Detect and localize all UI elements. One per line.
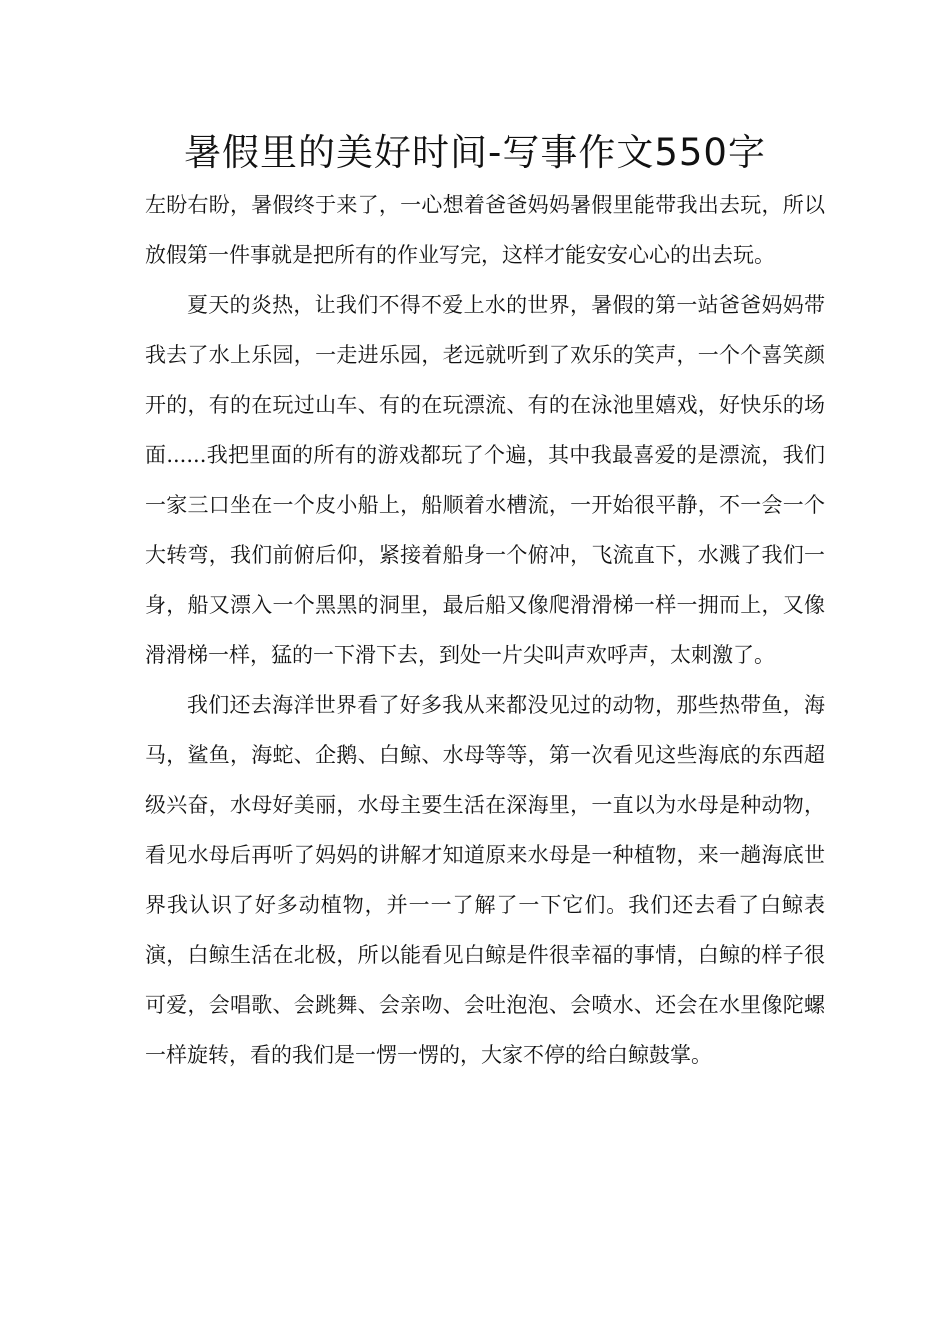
paragraph-2: 夏天的炎热，让我们不得不爱上水的世界，暑假的第一站爸爸妈妈带我去了水上乐园，一走进乐园，老远就听到了欢乐的笑声，一个个喜笑颜开的，有的在玩过山车、有的在玩漂流、有的在泳池里嬉戏，好快乐的场面......我把里面的所有的游戏都玩了个遍，其中我最喜爱的是漂流，我们一家三口坐在一个皮小船上，船顺着水槽流，一开始很平静，不一会一个大转弯，我们前俯后仰，紧接着船身一个俯冲，飞流直下，水溅了我们一身，船又漂入一个黑黑的洞里，最后船又像爬滑滑梯一样一拥而上，又像滑滑梯一样，猛的一下滑下去，到处一片尖叫声欢呼声，太刺激了。	[145, 293, 825, 667]
paragraph-1: 左盼右盼，暑假终于来了，一心想着爸爸妈妈暑假里能带我出去玩，所以放假第一件事就是把所有的作业写完，这样才能安安心心的出去玩。	[145, 193, 825, 267]
document-body	[145, 180, 825, 1080]
paragraph-3: 我们还去海洋世界看了好多我从来都没见过的动物，那些热带鱼，海马，鲨鱼，海蛇、企鹅、白鲸、水母等等，第一次看见这些海底的东西超级兴奋，水母好美丽，水母主要生活在深海里，一直以为水母是种动物，看见水母后再听了妈妈的讲解才知道原来水母是一种植物，来一趟海底世界我认识了好多动植物，并一一了解了一下它们。我们还去看了白鲸表演，白鲸生活在北极，所以能看见白鲸是件很幸福的事情，白鲸的样子很可爱，会唱歌、会跳舞、会亲吻、会吐泡泡、会喷水、还会在水里像陀螺一样旋转，看的我们是一愣一愣的，大家不停的给白鲸鼓掌。	[145, 693, 825, 1067]
document-title: 暑假里的美好时间-写事作文550字	[184, 131, 766, 174]
